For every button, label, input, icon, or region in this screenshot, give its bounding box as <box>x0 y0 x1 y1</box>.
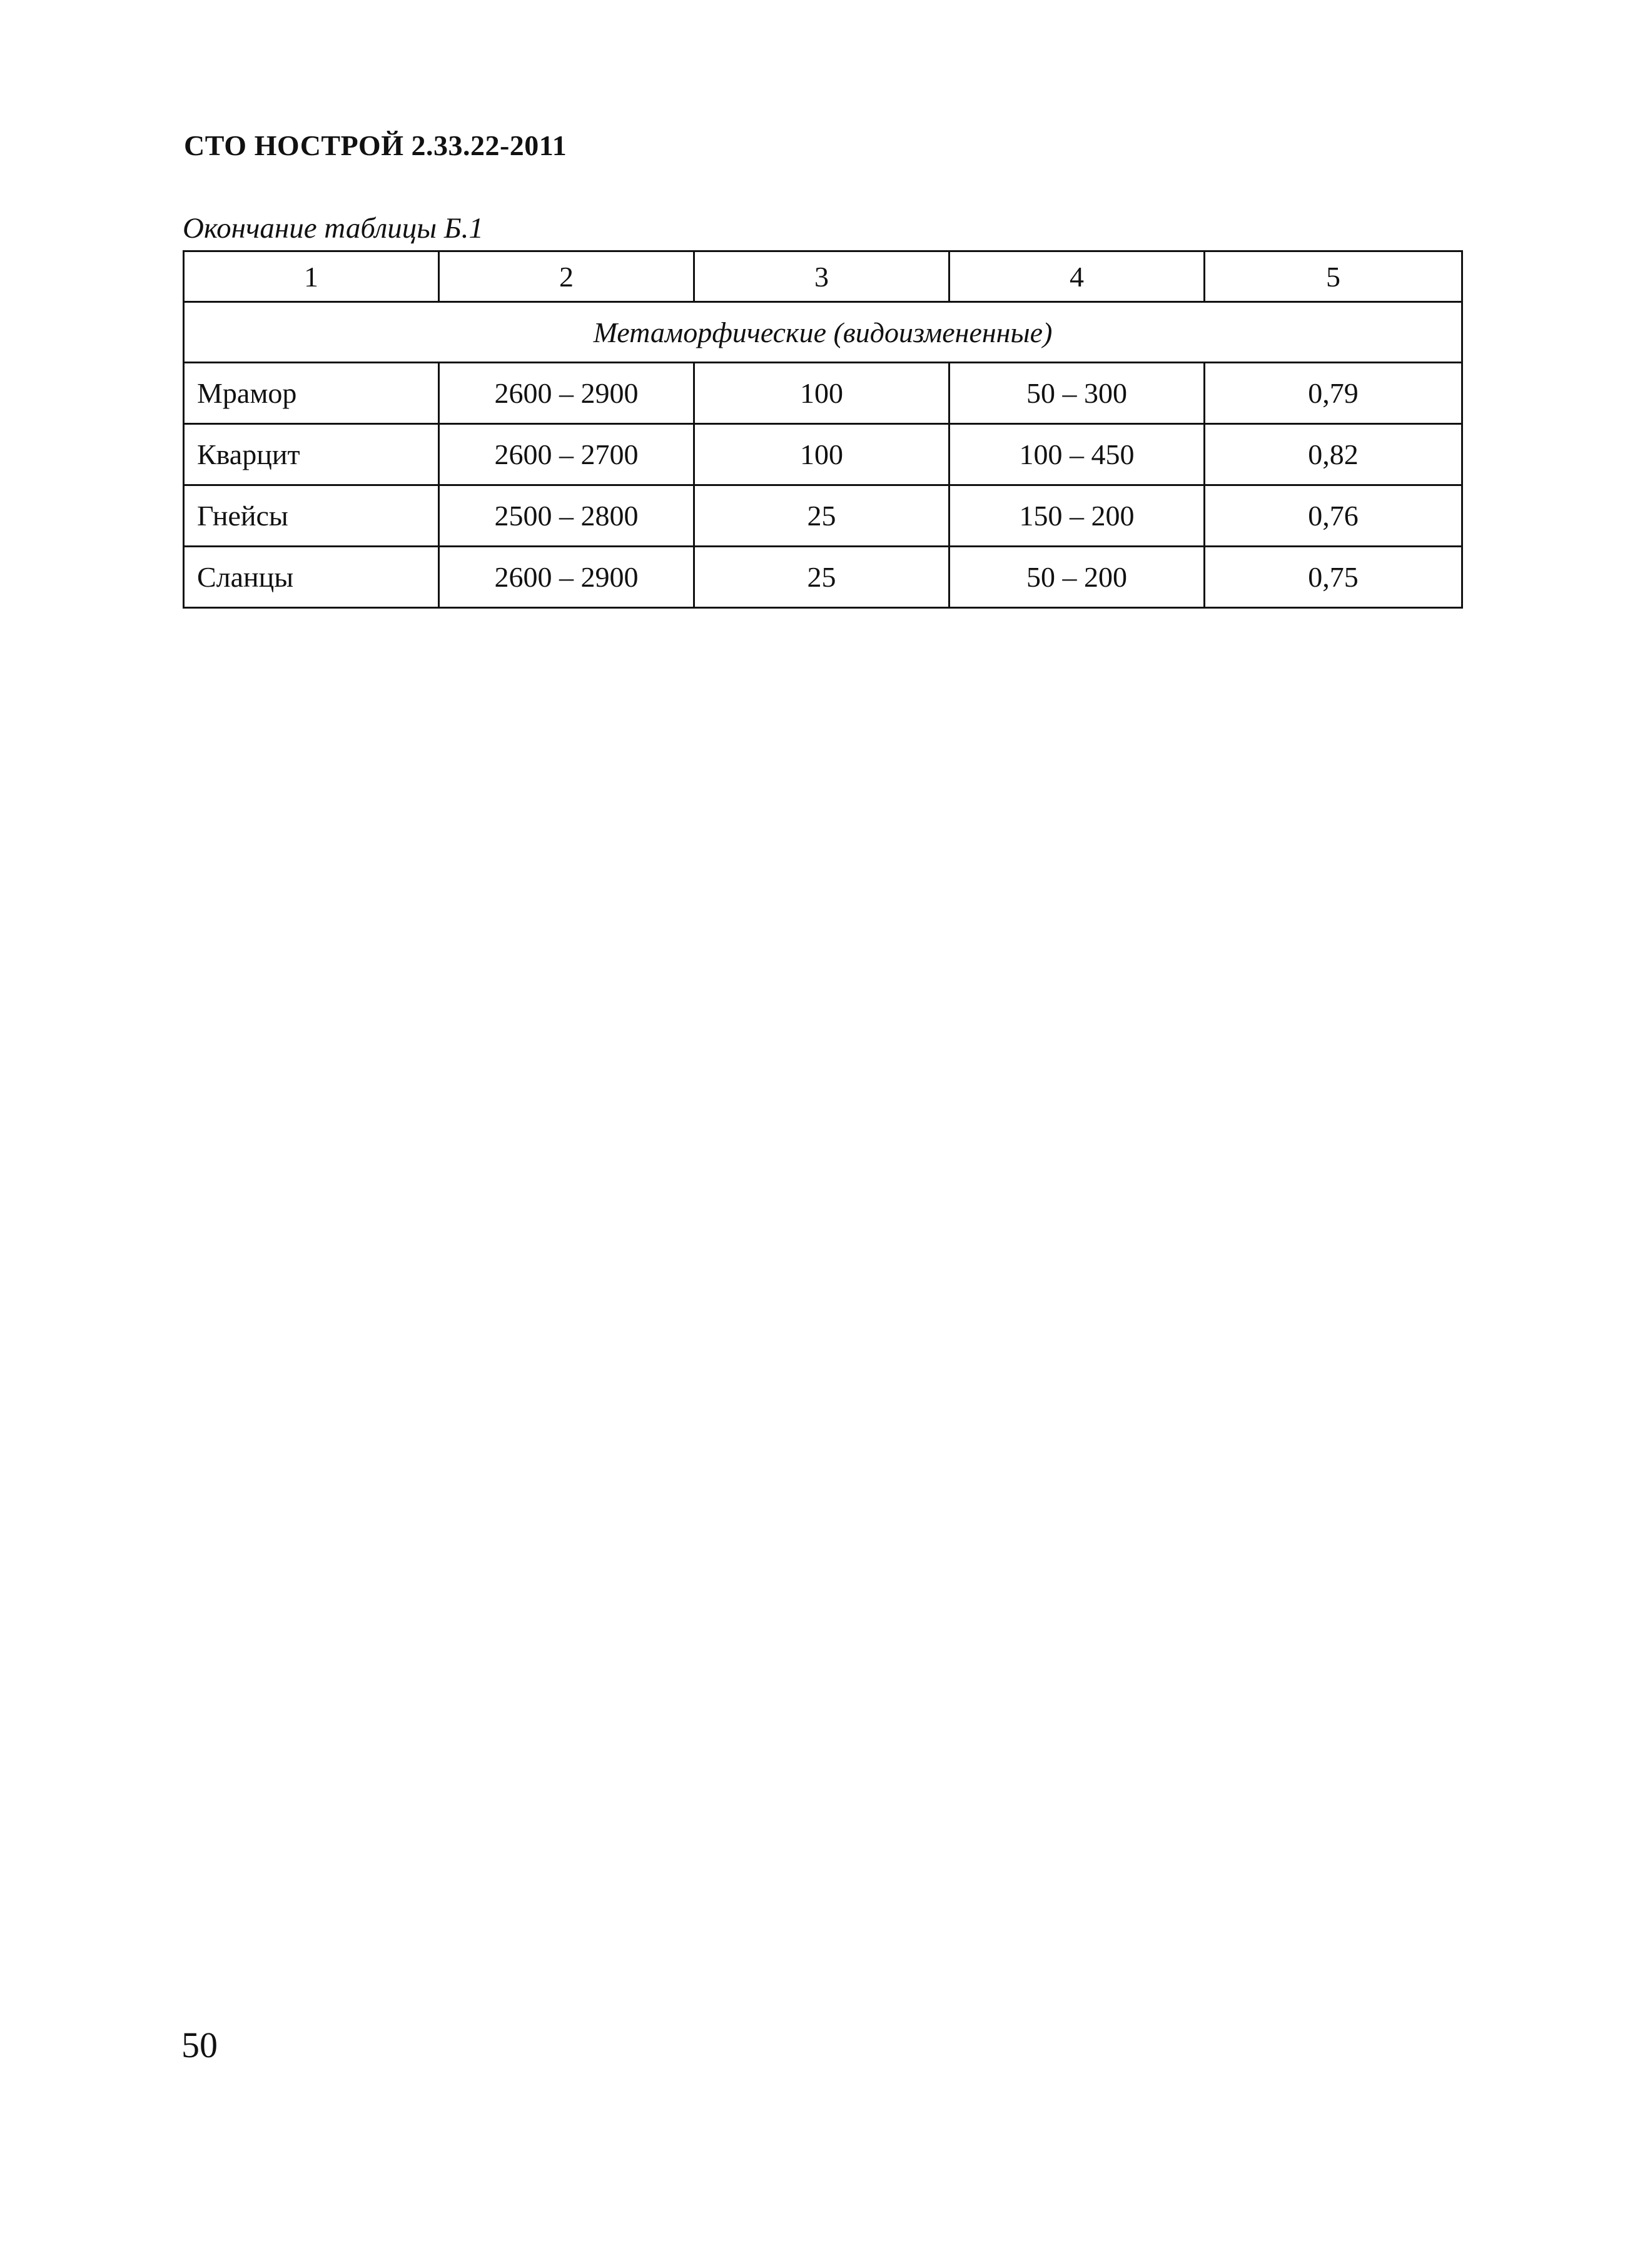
table-cell: 2600 – 2900 <box>439 547 694 608</box>
data-table <box>183 250 1463 609</box>
table-row <box>184 547 1462 608</box>
rock-name-cell: Сланцы <box>184 547 439 608</box>
column-number-row <box>184 251 1462 302</box>
table-row <box>184 424 1462 485</box>
table-cell: 50 – 200 <box>949 547 1205 608</box>
column-header: 3 <box>694 251 949 302</box>
section-row <box>184 302 1462 363</box>
table-cell: 150 – 200 <box>949 485 1205 547</box>
table-row <box>184 363 1462 424</box>
column-header: 5 <box>1205 251 1462 302</box>
column-header: 2 <box>439 251 694 302</box>
section-title: Метаморфические (видоизмененные) <box>184 302 1462 363</box>
table-cell: 50 – 300 <box>949 363 1205 424</box>
table-cell: 25 <box>694 485 949 547</box>
table-cell: 25 <box>694 547 949 608</box>
table-cell: 100 <box>694 363 949 424</box>
table-cell: 0,75 <box>1205 547 1462 608</box>
table-cell: 0,79 <box>1205 363 1462 424</box>
table-cell: 100 <box>694 424 949 485</box>
column-header: 1 <box>184 251 439 302</box>
rock-name-cell: Кварцит <box>184 424 439 485</box>
column-header: 4 <box>949 251 1205 302</box>
page-number: 50 <box>181 2025 218 2065</box>
table-cell: 2600 – 2700 <box>439 424 694 485</box>
rock-name-cell: Гнейсы <box>184 485 439 547</box>
document-header: СТО НОСТРОЙ 2.33.22-2011 <box>184 129 567 161</box>
table-caption: Окончание таблицы Б.1 <box>183 212 483 245</box>
table-cell: 0,76 <box>1205 485 1462 547</box>
table-cell: 2600 – 2900 <box>439 363 694 424</box>
table-cell: 100 – 450 <box>949 424 1205 485</box>
table-row <box>184 485 1462 547</box>
table-cell: 0,82 <box>1205 424 1462 485</box>
rock-name-cell: Мрамор <box>184 363 439 424</box>
table-cell: 2500 – 2800 <box>439 485 694 547</box>
